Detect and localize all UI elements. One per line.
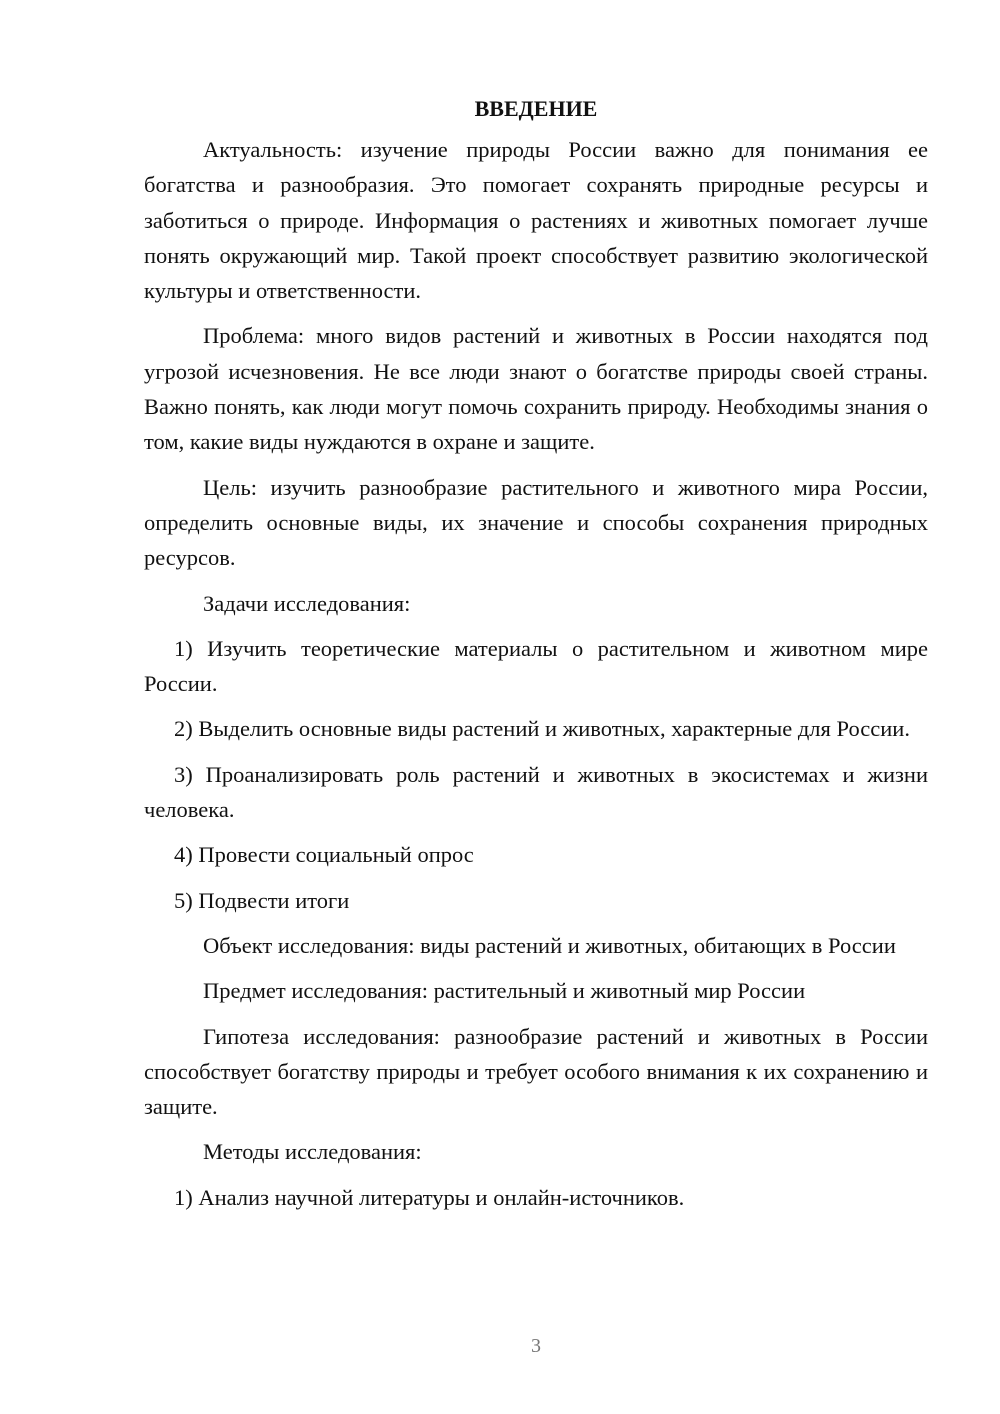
methods-title: Методы исследования: xyxy=(203,1139,422,1165)
task-item: 4) Провести социальный опрос xyxy=(174,842,474,868)
task-item: 2) Выделить основные виды растений и животных, характерные для России. xyxy=(174,716,910,742)
task-item: 3) Проанализировать роль растений и животных в экосистемах и жизни человека. xyxy=(144,761,928,823)
problem-paragraph: Проблема: много видов растений и животных в России находятся под угрозой исчезновения. Не все люди знают о богатстве природы своей страны. Важно понять, как люди могут помочь сохранить природу. Необходимы знания о том, какие виды нуждаются в охране и защите. xyxy=(144,323,928,455)
task-item: 5) Подвести итоги xyxy=(174,887,350,913)
goal-paragraph: Цель: изучить разнообразие растительного и животного мира России, определить основные виды, их значение и способы сохранения природных ресурсов. xyxy=(144,474,928,571)
document-page xyxy=(144,92,928,1225)
method-item: 1) Анализ научной литературы и онлайн-источников. xyxy=(174,1184,685,1210)
hypothesis-paragraph: Гипотеза исследования: разнообразие растений и животных в России способствует богатству природы и требует особого внимания к их сохранению и защите. xyxy=(144,1023,928,1120)
relevance-paragraph: Актуальность: изучение природы России важно для понимания ее богатства и разнообразия. Это помогает сохранять природные ресурсы и заботиться о природе. Информация о растениях и животных помогает лучше понять окружающий мир. Такой проект способствует развитию экологической культуры и ответственности. xyxy=(144,137,928,304)
object-paragraph: Объект исследования: виды растений и животных, обитающих в России xyxy=(203,932,896,958)
subject-paragraph: Предмет исследования: растительный и животный мир России xyxy=(203,978,806,1004)
tasks-title: Задачи исследования: xyxy=(203,590,411,616)
task-item: 1) Изучить теоретические материалы о растительном и животном мире России. xyxy=(144,635,928,697)
page-number: 3 xyxy=(531,1335,541,1357)
document-heading: ВВЕДЕНИЕ xyxy=(474,96,598,121)
